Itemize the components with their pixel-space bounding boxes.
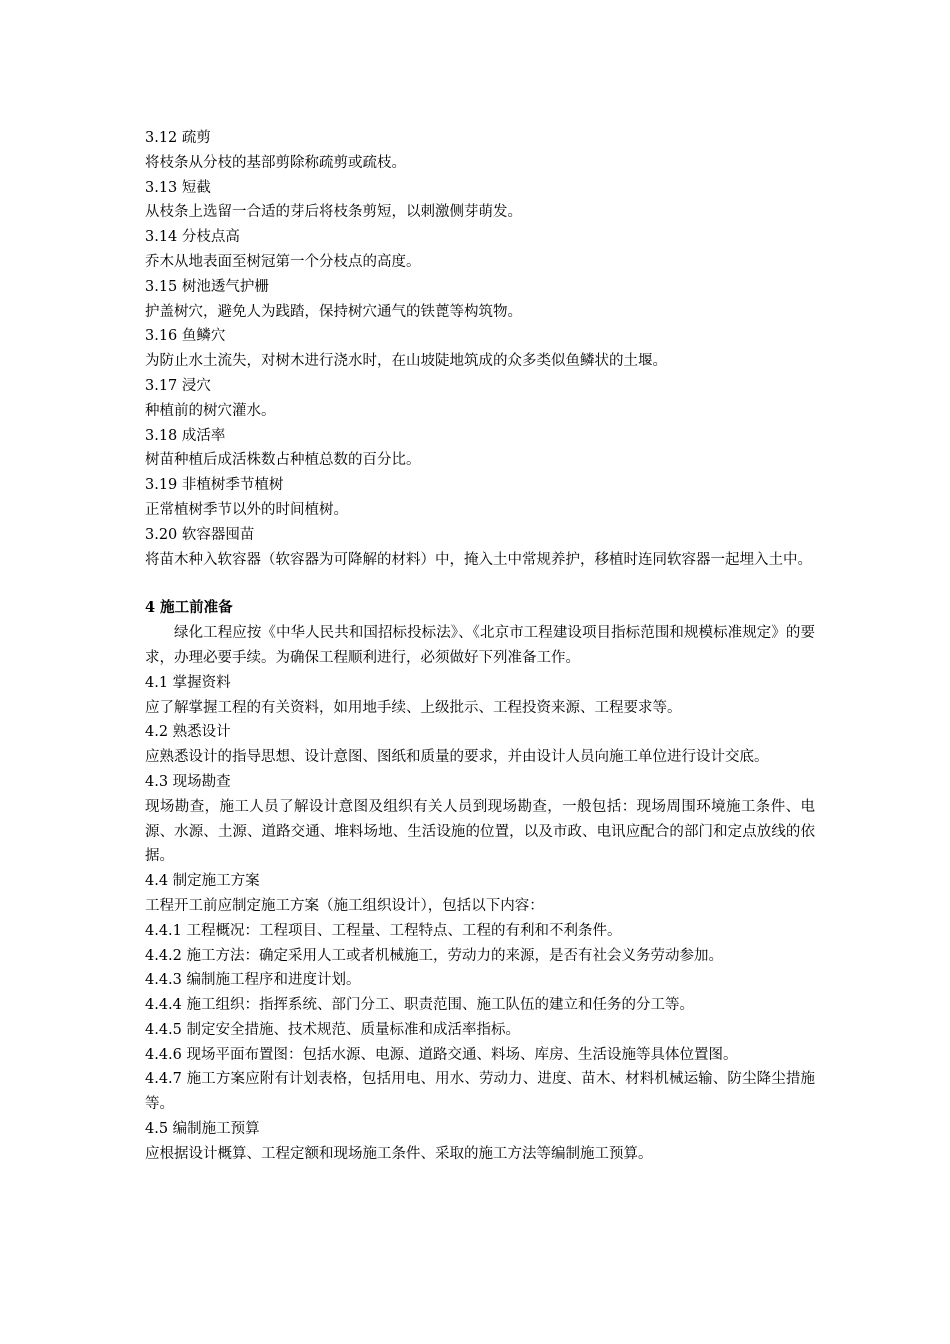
term-heading-3-14: 3.14 分枝点高: [145, 229, 240, 246]
document-page: [145, 126, 815, 1167]
item-body-4-1: 应了解掌握工程的有关资料，如用地手续、上级批示、工程投资来源、工程要求等。: [145, 699, 682, 716]
item-heading-4-2: 4.2 熟悉设计: [145, 724, 231, 741]
term-body-3-20: 将苗木种入软容器（软容器为可降解的材料）中，掩入土中常规养护，移植时连同软容器一起埋入土中。: [145, 551, 812, 568]
term-body-3-14: 乔木从地表面至树冠第一个分枝点的高度。: [145, 253, 421, 270]
section-intro-4: 绿化工程应按《中华人民共和国招标投标法》、《北京市工程建设项目指标范围和规模标准规定》的要求，办理必要手续。为确保工程顺利进行，必须做好下列准备工作。: [145, 625, 815, 666]
item-body-4-2: 应熟悉设计的指导思想、设计意图、图纸和质量的要求，并由设计人员向施工单位进行设计交底。: [145, 749, 769, 766]
subitem-4-4-7: 4.4.7 施工方案应附有计划表格，包括用电、用水、劳动力、进度、苗木、材料机械运输、防尘降尘措施等。: [145, 1071, 815, 1113]
item-body-4-3: 现场勘查，施工人员了解设计意图及组织有关人员到现场勘查，一般包括：现场周围环境施工条件、电源、水源、土源、道路交通、堆料场地、生活设施的位置，以及市政、电讯应配合的部门和定点放线的依据。: [145, 798, 815, 865]
term-body-3-13: 从枝条上选留一合适的芽后将枝条剪短，以刺激侧芽萌发。: [145, 204, 522, 221]
item-body-4-4: 工程开工前应制定施工方案（施工组织设计），包括以下内容：: [145, 897, 544, 914]
item-heading-4-1: 4.1 掌握资料: [145, 674, 231, 691]
section-title-4: 4 施工前准备: [145, 599, 233, 617]
subitem-4-4-4: 4.4.4 施工组织：指挥系统、部门分工、职责范围、施工队伍的建立和任务的分工等。: [145, 997, 695, 1014]
term-body-3-19: 正常植树季节以外的时间植树。: [145, 501, 348, 518]
term-body-3-16: 为防止水土流失，对树木进行浇水时，在山坡陡地筑成的众多类似鱼鳞状的土堰。: [145, 353, 667, 370]
term-heading-3-18: 3.18 成活率: [145, 427, 226, 444]
item-heading-4-3: 4.3 现场勘查: [145, 773, 231, 790]
subitem-4-4-3: 4.4.3 编制施工程序和进度计划。: [145, 972, 361, 989]
term-heading-3-19: 3.19 非植树季节植树: [145, 477, 284, 494]
item-body-4-5: 应根据设计概算、工程定额和现场施工条件、采取的施工方法等编制施工预算。: [145, 1145, 653, 1162]
term-heading-3-17: 3.17 浸穴: [145, 377, 211, 394]
item-heading-4-4: 4.4 制定施工方案: [145, 873, 260, 890]
subitem-4-4-1: 4.4.1 工程概况：工程项目、工程量、工程特点、工程的有利和不利条件。: [145, 922, 622, 939]
term-heading-3-15: 3.15 树池透气护栅: [145, 278, 269, 295]
term-heading-3-12: 3.12 疏剪: [145, 130, 211, 146]
item-heading-4-5: 4.5 编制施工预算: [145, 1121, 260, 1138]
term-heading-3-13: 3.13 短截: [145, 179, 211, 196]
term-body-3-15: 护盖树穴，避免人为践踏，保持树穴通气的铁蓖等构筑物。: [145, 303, 522, 320]
term-heading-3-16: 3.16 鱼鳞穴: [145, 328, 226, 345]
subitem-4-4-6: 4.4.6 现场平面布置图：包括水源、电源、道路交通、料场、库房、生活设施等具体位置图。: [145, 1046, 738, 1063]
term-body-3-12: 将枝条从分枝的基部剪除称疏剪或疏枝。: [145, 154, 406, 171]
term-heading-3-20: 3.20 软容器囤苗: [145, 526, 255, 543]
term-body-3-18: 树苗种植后成活株数占种植总数的百分比。: [145, 452, 421, 469]
subitem-4-4-2: 4.4.2 施工方法：确定采用人工或者机械施工，劳动力的来源，是否有社会义务劳动参加。: [145, 947, 723, 964]
subitem-4-4-5: 4.4.5 制定安全措施、技术规范、质量标准和成活率指标。: [145, 1021, 521, 1038]
term-body-3-17: 种植前的树穴灌水。: [145, 402, 276, 419]
